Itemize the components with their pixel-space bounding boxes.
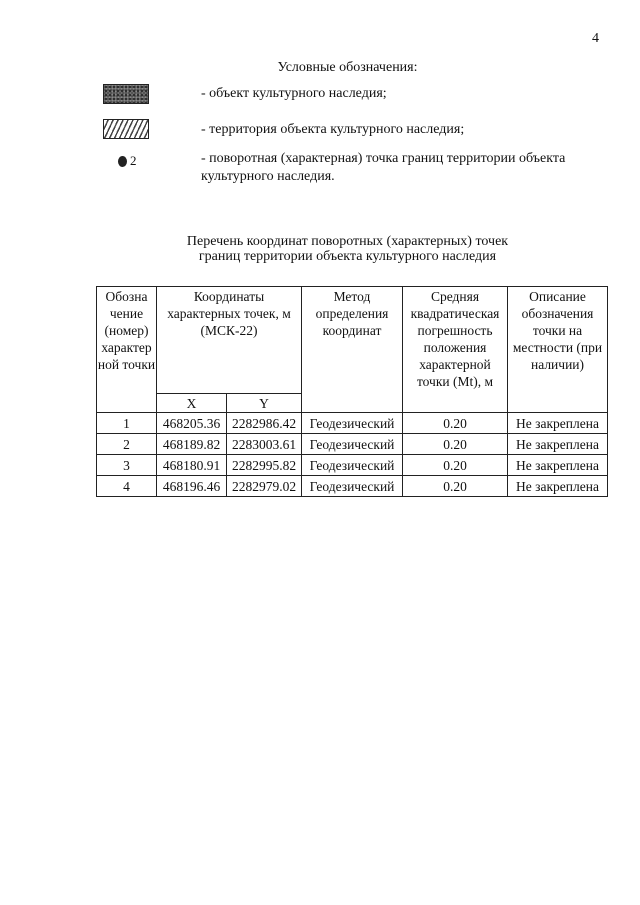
- header-designation: Обозна чение (номер) характер ной точки: [97, 287, 157, 413]
- table-row: [97, 476, 608, 497]
- table-row: [97, 413, 608, 434]
- header-description: Описание обозначения точки на местности (при наличии): [508, 287, 608, 413]
- cell-method: Геодезический: [302, 413, 403, 434]
- point-number: 2: [130, 153, 137, 168]
- cell-y: 2282995.82: [227, 455, 302, 476]
- cell-y: 2283003.61: [227, 434, 302, 455]
- table-row: [97, 434, 608, 455]
- coordinates-table: [96, 286, 608, 497]
- cell-x: 468189.82: [157, 434, 227, 455]
- cell-x: 468205.36: [157, 413, 227, 434]
- cell-method: Геодезический: [302, 434, 403, 455]
- cell-error: 0.20: [403, 434, 508, 455]
- cell-description: Не закреплена: [508, 413, 608, 434]
- cell-error: 0.20: [403, 476, 508, 497]
- cell-method: Геодезический: [302, 455, 403, 476]
- legend-label: - территория объекта культурного наследия;: [201, 122, 465, 137]
- cell-y: 2282979.02: [227, 476, 302, 497]
- cell-description: Не закреплена: [508, 455, 608, 476]
- list-title-line2: границ территории объекта культурного наследия: [198, 249, 497, 264]
- cell-description: Не закреплена: [508, 434, 608, 455]
- cell-y: 2282986.42: [227, 413, 302, 434]
- cell-error: 0.20: [403, 413, 508, 434]
- list-title-line1: Перечень координат поворотных (характерных) точек: [186, 234, 509, 249]
- territory-hatch-icon: [103, 119, 149, 139]
- page-number: 4: [592, 31, 599, 46]
- header-y: Y: [227, 394, 302, 413]
- list-title: [0, 234, 640, 264]
- cell-point: 4: [97, 476, 157, 497]
- cell-x: 468180.91: [157, 455, 227, 476]
- turning-point-symbol: [118, 153, 137, 169]
- cell-method: Геодезический: [302, 476, 403, 497]
- legend-label: - объект культурного наследия;: [201, 86, 387, 101]
- legend-label: - поворотная (характерная) точка границ территории объекта культурного наследия.: [201, 151, 566, 184]
- cell-x: 468196.46: [157, 476, 227, 497]
- table-row: [97, 455, 608, 476]
- header-method: Метод определения координат: [302, 287, 403, 413]
- cultural-object-hatch-icon: [103, 84, 149, 104]
- cell-description: Не закреплена: [508, 476, 608, 497]
- cell-point: 1: [97, 413, 157, 434]
- header-x: X: [157, 394, 227, 413]
- point-dot-icon: [118, 156, 127, 167]
- cell-error: 0.20: [403, 455, 508, 476]
- cell-point: 3: [97, 455, 157, 476]
- cell-point: 2: [97, 434, 157, 455]
- legend-title: Условные обозначения:: [277, 60, 418, 75]
- header-error: Средняя квадратическая погрешность положения характерной точки (Mt), м: [403, 287, 508, 413]
- header-coordinates: Координаты характерных точек, м (МСК-22): [157, 287, 302, 394]
